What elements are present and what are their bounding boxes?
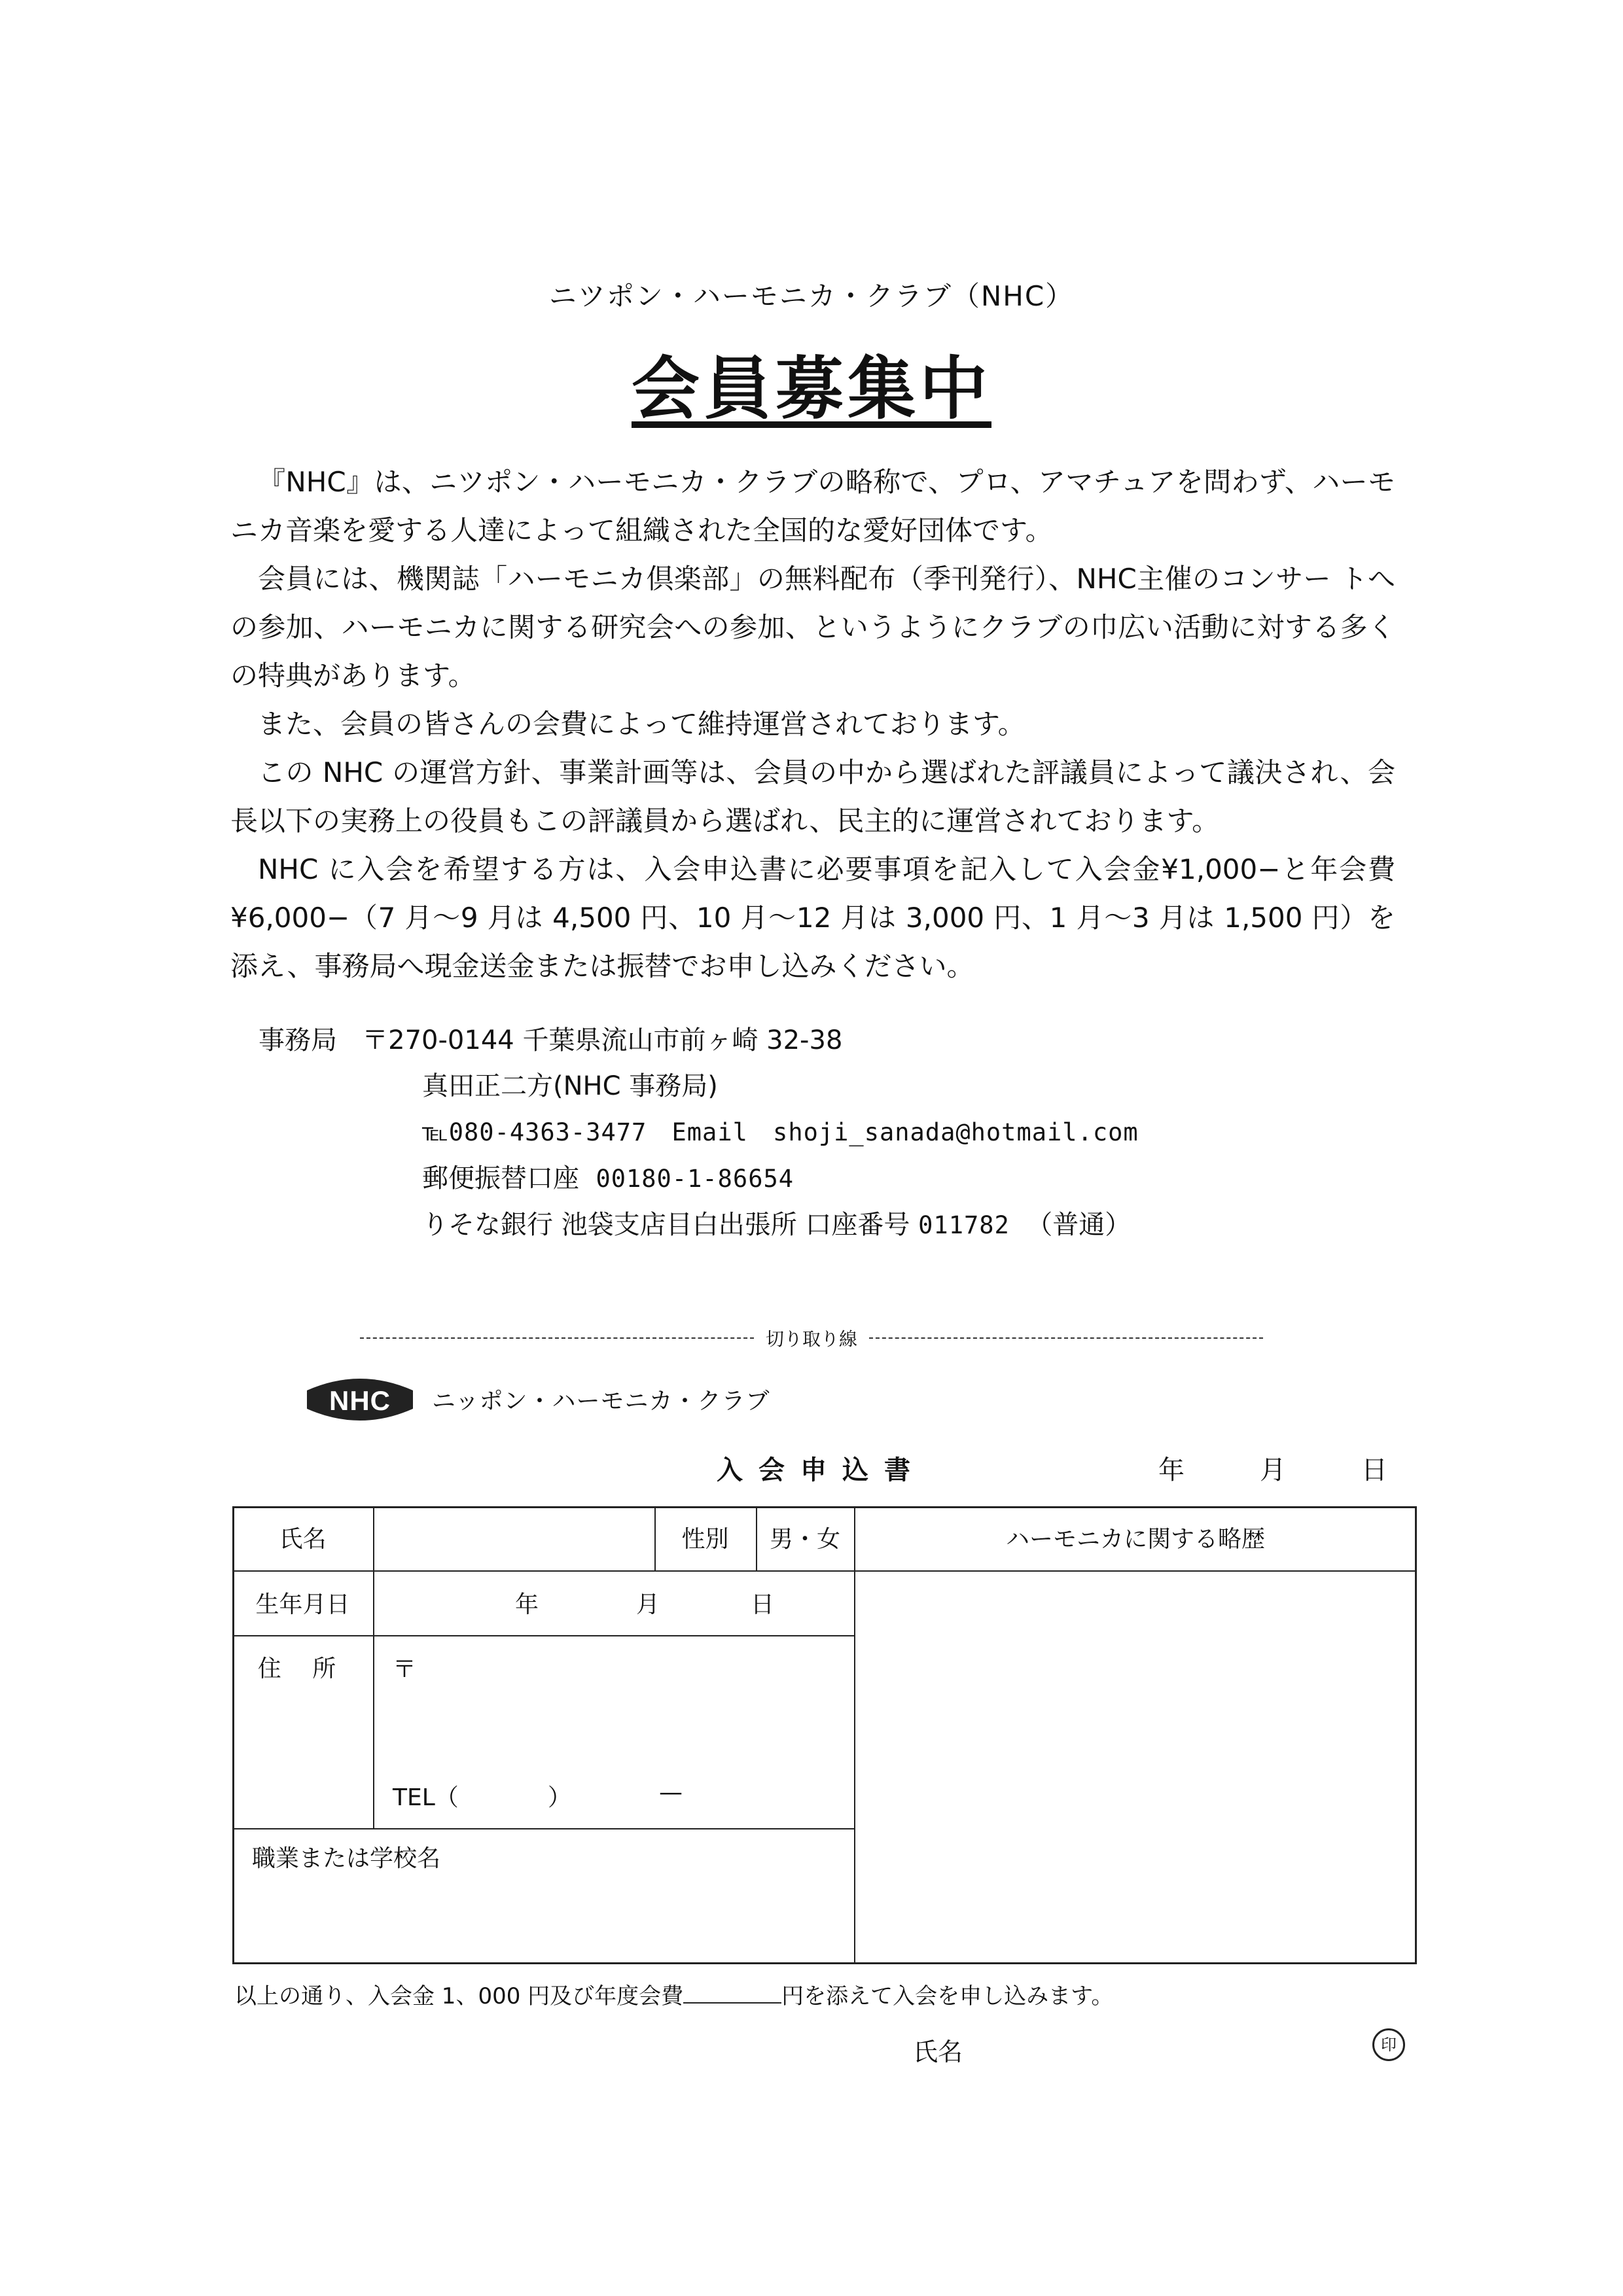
email-label: Email [671,1118,748,1146]
form-footer [234,1978,1113,2010]
name-field[interactable] [374,1506,654,1570]
birth-month-label: 月 [636,1591,660,1618]
page-title: 会員募集中 [631,349,991,429]
annual-fee-blank[interactable] [683,2002,781,2004]
office-label: 事務局 [259,1025,337,1055]
tel-label: ℡ [422,1118,449,1146]
birth-label: 生年月日 [255,1591,350,1618]
tel-dash: — [659,1779,683,1806]
gender-options[interactable]: 男・女 [769,1526,840,1553]
contact-block [259,1017,1139,1248]
name-label: 氏名 [279,1526,327,1553]
border-right [1415,1506,1417,1964]
form-date-month: 月 [1260,1455,1286,1485]
postal-mark: 〒 [393,1656,417,1683]
signature-label: 氏名 [913,2038,963,2066]
paragraph-3: また、会員の皆さんの会費によって維持運営されております。 [258,708,1026,740]
cut-line [360,1325,1263,1351]
occupation-label: 職業または学校名 [252,1845,441,1872]
office-person: 真田正二方(NHC 事務局) [422,1071,718,1101]
birth-day-label: 日 [751,1591,775,1618]
address-field[interactable] [374,1636,854,1828]
page-title-wrapper [0,334,1623,432]
postal-transfer-number: 00180-1-86654 [596,1165,794,1193]
paragraph-1: 『NHC』は、ニツポン・ハーモニカ・クラブの略称で、プロ、アマチュアを問わず、ハーモニカ音楽を愛する人達によって組織された全国的な愛好団体です。 [230,466,1395,546]
form-date-day: 日 [1361,1455,1387,1485]
footer-text-before: 以上の通り、入会金 1、000 円及び年度会費 [234,1983,684,2009]
cut-line-right-dash [869,1337,1263,1339]
footer-text-after: 円を添えて入会を申し込みます。 [781,1983,1114,2009]
cut-line-label: 切り取り線 [766,1328,858,1350]
bank-account-number: 011782 [918,1211,1010,1239]
paragraph-4: この NHC の運営方針、事業計画等は、会員の中から選ばれた評議員によって議決され、会長以下の実務上の役員もこの評議員から選ばれ、民主的に運営されております。 [230,756,1395,837]
occupation-field[interactable] [234,1829,854,1962]
nhc-logo [304,1371,416,1428]
club-name: ニッポン・ハーモニカ・クラブ [432,1388,770,1415]
seal-mark: 印 [1372,2028,1405,2061]
history-label: ハーモニカに関する略歴 [1005,1526,1265,1553]
gender-label: 性別 [681,1526,729,1553]
birth-field[interactable] [374,1572,854,1635]
tel-label-form: TEL（ [393,1784,459,1811]
club-subtitle: ニツポン・ハーモニカ・クラブ（NHC） [548,280,1075,312]
application-form [232,1506,1417,1964]
nhc-logo-mark: NHC [329,1385,391,1416]
paragraph-2: 会員には、機関誌「ハーモニカ倶楽部」の無料配布（季刊発行）、NHC主催のコンサー トへの参加、ハーモニカに関する研究会への参加、というようにクラブの巾広い活動に対する多くの特典があります。 [230,563,1395,692]
birth-year-label: 年 [515,1591,539,1618]
bank-label: りそな銀行 池袋支店目白出張所 口座番号 [422,1210,910,1240]
form-title: 入会申込書 [717,1455,926,1485]
cut-line-left-dash [360,1337,754,1339]
paragraph-5: NHC に入会を希望する方は、入会申込書に必要事項を記入して入会金¥1,000−と年会費¥6,000−（7 月〜9 月は 4,500 円、10 月〜12 月は 3,000 円、1 月〜3 月は 1,500 円）を添え、事務局へ現金送金または振替でお申し込みください。 [230,853,1395,982]
description-body [230,458,1395,991]
office-address: 〒270-0144 千葉県流山市前ヶ崎 32-38 [362,1025,843,1055]
history-field[interactable] [855,1572,1415,1962]
email-address[interactable]: shoji_sanada@hotmail.com [773,1118,1139,1146]
tel-close-paren: ） [548,1784,572,1811]
tel-number: 080-4363-3477 [448,1118,647,1146]
postal-transfer-label: 郵便振替口座 [422,1163,579,1193]
address-label: 住 所 [257,1655,348,1682]
form-date-year: 年 [1158,1455,1185,1485]
border-bottom [232,1962,1417,1964]
bank-account-type: （普通） [1026,1210,1132,1240]
